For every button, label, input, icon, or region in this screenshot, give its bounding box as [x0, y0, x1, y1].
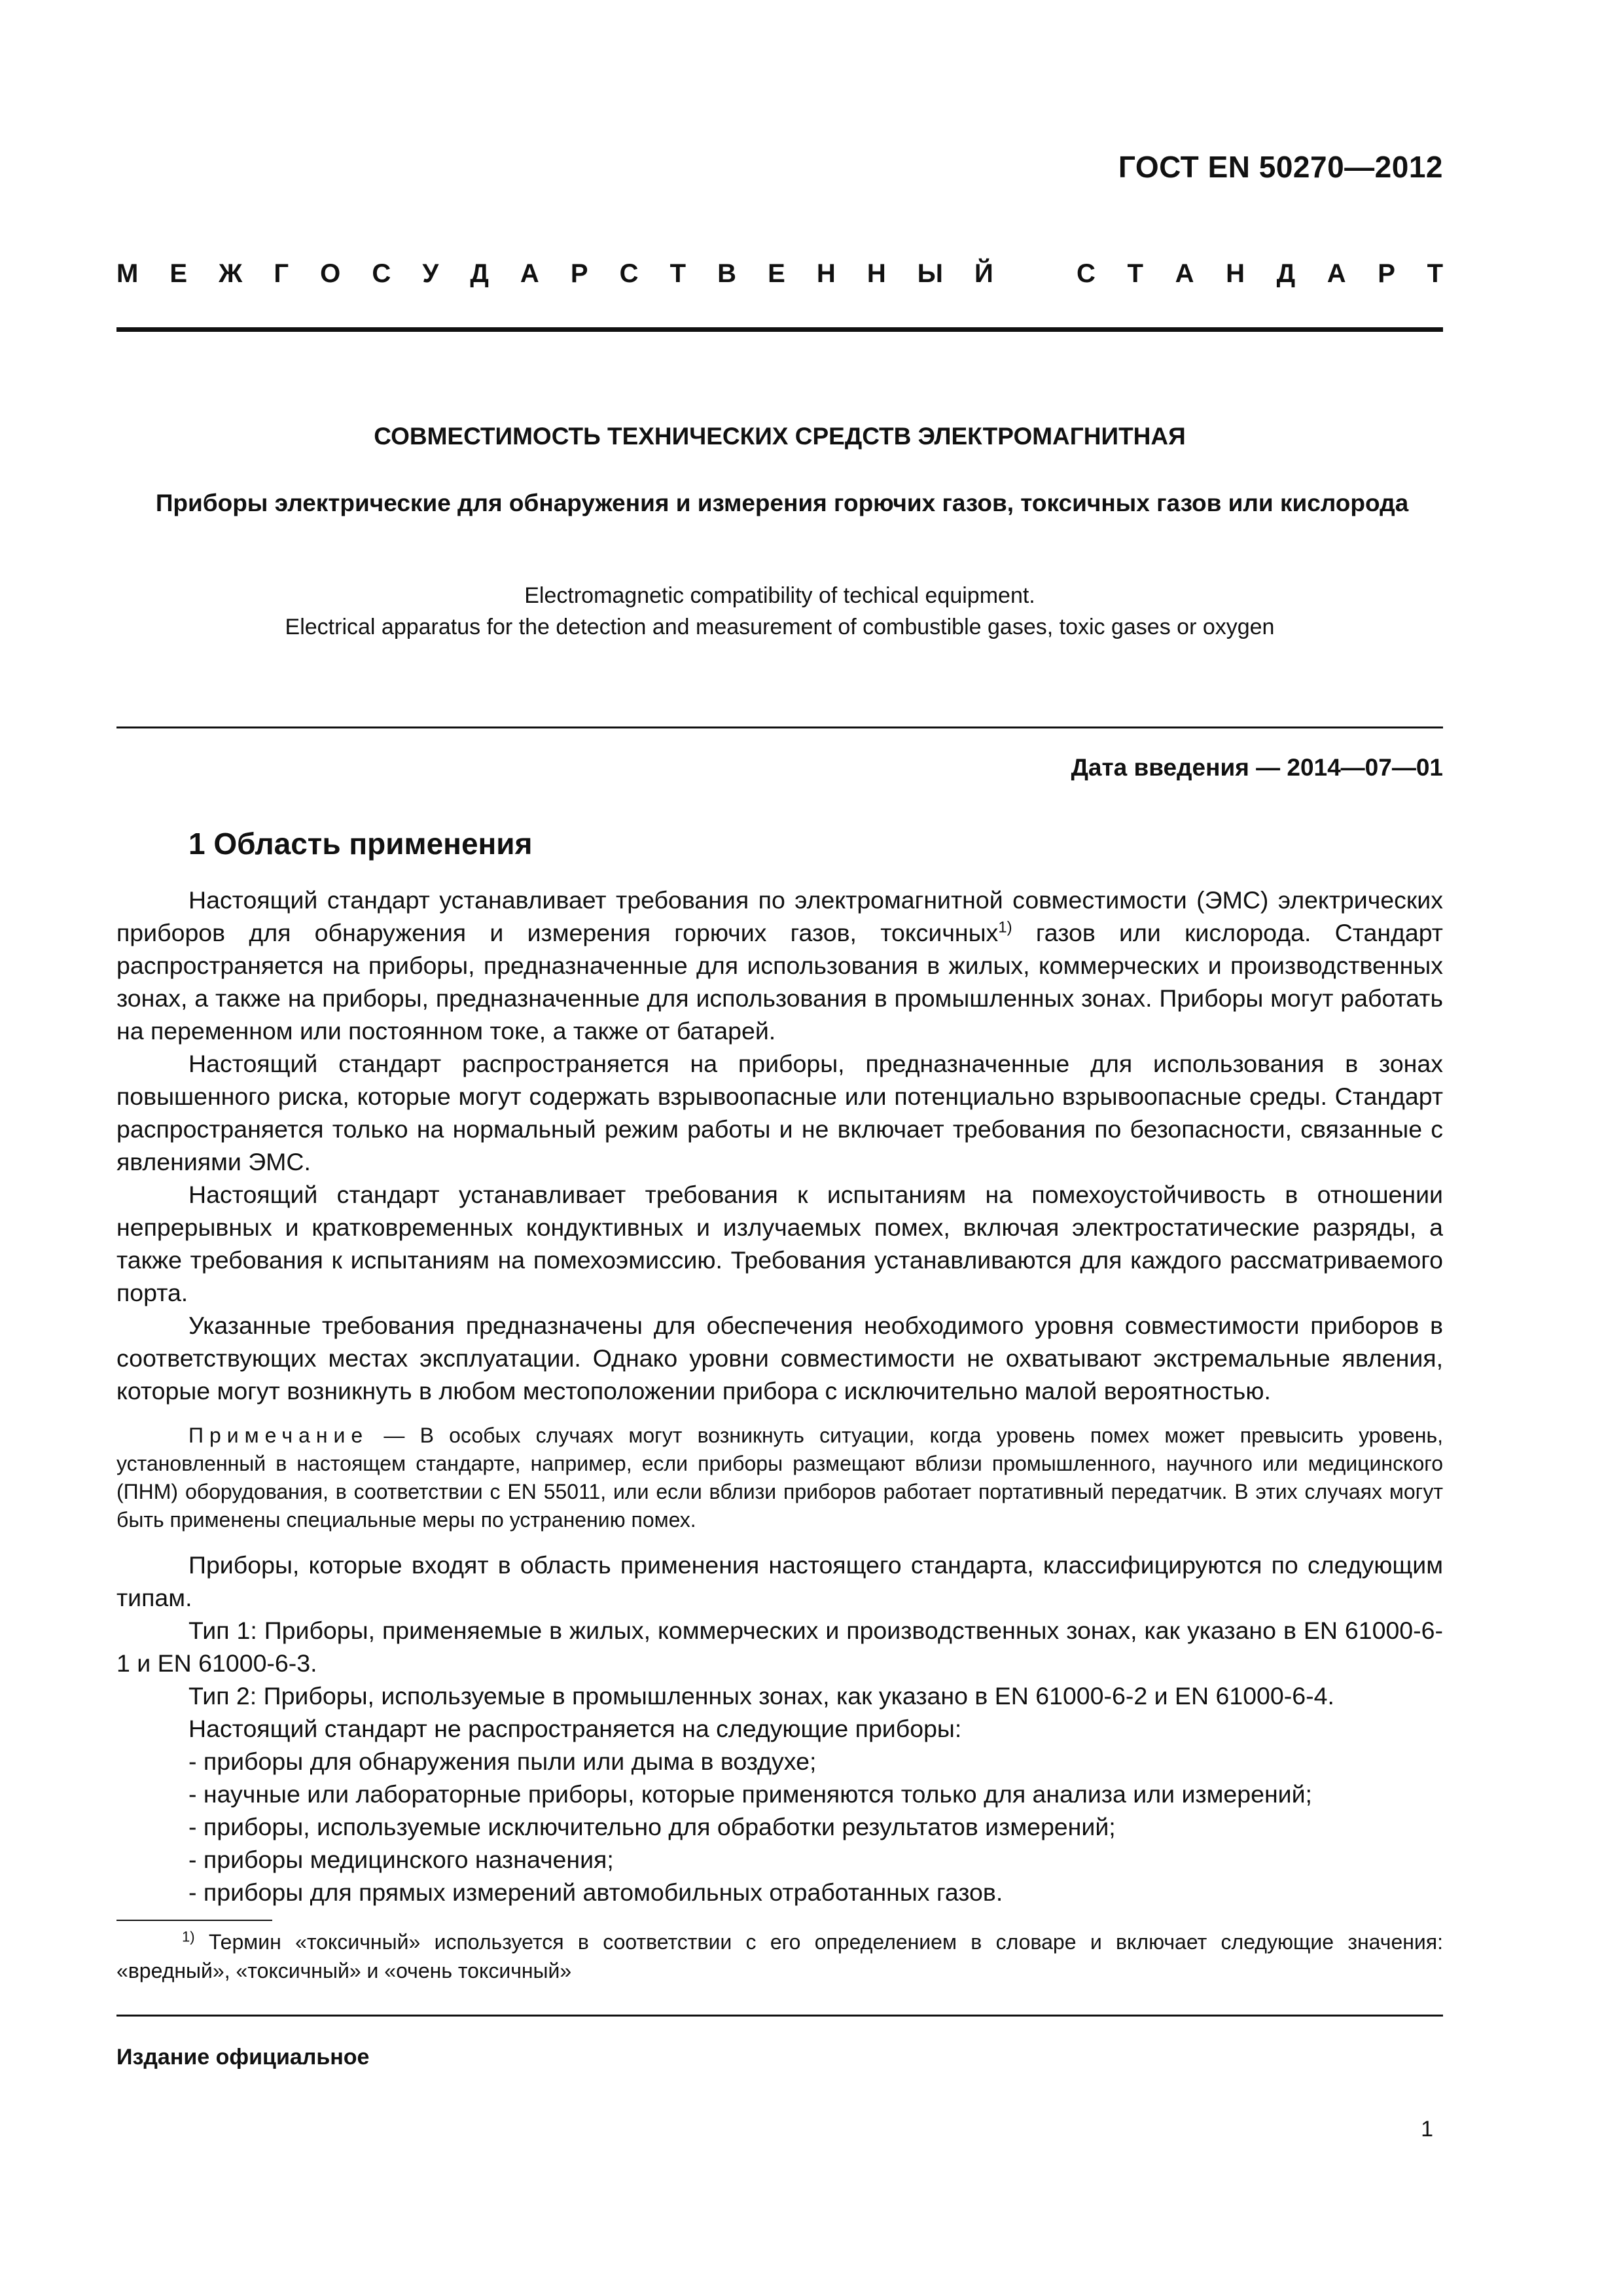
letter: О: [320, 259, 341, 288]
paragraph: Настоящий стандарт не распространяется на следующие приборы:: [188, 1715, 962, 1742]
letter: Г: [274, 259, 289, 288]
footer-divider: [116, 2015, 1443, 2017]
letter: Н: [866, 259, 886, 288]
english-title-line: Electrical apparatus for the detection and measurement of combustible gases, toxic gases or oxygen: [285, 615, 1275, 639]
letter: Д: [470, 259, 489, 288]
document-code: ГОСТ EN 50270—2012: [1118, 150, 1443, 184]
letter: С: [619, 259, 639, 288]
note-text: — В особых случаях могут возникнуть ситуации, когда уровень помех может превысить уровень, установленный в настоящем стандарте, например, если приборы размещают вблизи промышленного, научного или медицинского (ПНМ) оборудования, в соответствии с EN 55011, или если вблизи приборов работает портативный передатчик. В этих случаях могут быть применены специальные меры по устранению помех.: [116, 1424, 1443, 1532]
paragraph: Настоящий стандарт устанавливает требования к испытаниям на помехоустойчивость в отношении непрерывных и кратковременных кондуктивных и излучаемых помех, включая электростатические разряды, а также требования к испытаниям на помехоэмиссию. Требования устанавливаются для каждого рассматриваемого порта.: [116, 1181, 1443, 1306]
introduction-date: Дата введения — 2014—07—01: [1071, 754, 1443, 781]
standard-word: [1077, 259, 1443, 289]
interstate-standard-heading: [116, 259, 1443, 289]
paragraph: Указанные требования предназначены для обеспечения необходимого уровня совместимости приборов в соответствующих местах эксплуатации. Однако уровни совместимости не охватывают экстремальные явления, которые могут возникнуть в любом местоположении прибора с исключительно малой вероятностью.: [116, 1312, 1443, 1405]
list-item: - приборы, используемые исключительно для обработки результатов измерений;: [188, 1813, 1116, 1840]
letter: М: [116, 259, 139, 288]
section-heading: 1 Область применения: [188, 827, 533, 861]
letter: А: [1327, 259, 1346, 288]
paragraph: Настоящий стандарт распространяется на приборы, предназначенные для использования в зонах повышенного риска, которые могут содержать взрывоопасные или потенциально взрывоопасные среды. Стандарт распространяется только на нормальный режим работы и не включает требования по безопасности, связанные с явлениями ЭМС.: [116, 1050, 1443, 1175]
paragraph-text: газов или кислорода. Стандарт распространяется на приборы, предназначенные для использования в жилых, коммерческих и производственных зонах, а также на приборы, предназначенные для использования в промышленных зонах. Приборы могут работать на переменном или постоянном токе, а также от батарей.: [116, 919, 1443, 1045]
letter: Ы: [917, 259, 943, 288]
letter: А: [520, 259, 539, 288]
paragraph-text: Настоящий стандарт устанавливает требования по электромагнитной совместимости (ЭМС) электрических приборов для обнаружения и измерения горючих газов, токсичных: [116, 886, 1443, 946]
letter: Е: [768, 259, 785, 288]
letter: Т: [669, 259, 687, 288]
paragraph: [116, 884, 1443, 1047]
paragraph: Тип 2: Приборы, используемые в промышленных зонах, как указано в EN 61000-6-2 и EN 61000-6-4.: [188, 1682, 1334, 1710]
letter: Н: [1226, 259, 1245, 288]
footnote-text: Термин «токсичный» используется в соответствии с его определением в словаре и включает следующие значения: «вредный», «токсичный» и «очень токсичный»: [116, 1930, 1443, 1982]
letter: С: [372, 259, 391, 288]
interstate-word: [116, 259, 993, 289]
letter: У: [422, 259, 439, 288]
list-item: - приборы для прямых измерений автомобильных отработанных газов.: [188, 1878, 1003, 1906]
letter: Р: [1378, 259, 1395, 288]
standard-subtitle: Приборы электрические для обнаружения и измерения горючих газов, токсичных газов или кислорода: [155, 490, 1409, 516]
list-item: - приборы медицинского назначения;: [188, 1846, 614, 1873]
section-body: [116, 884, 1443, 1909]
english-title-line: Electromagnetic compatibility of techical equipment.: [524, 583, 1035, 608]
letter: Ж: [219, 259, 243, 288]
english-title: [116, 580, 1443, 643]
letter: Т: [1427, 259, 1443, 288]
list-item: - научные или лабораторные приборы, которые применяются только для анализа или измерений;: [188, 1780, 1312, 1808]
exclusions-list: [116, 1745, 1443, 1909]
title-divider: [116, 726, 1443, 728]
list-item: - приборы для обнаружения пыли или дыма в воздухе;: [188, 1748, 817, 1775]
note: [116, 1422, 1443, 1534]
letter: Р: [570, 259, 588, 288]
letter: Е: [169, 259, 188, 288]
footnote-separator: [116, 1920, 272, 1921]
letter: А: [1175, 259, 1194, 288]
paragraph: Приборы, которые входят в область применения настоящего стандарта, классифицируются по следующим типам.: [116, 1551, 1443, 1611]
letter: Н: [816, 259, 836, 288]
header-divider: [116, 327, 1443, 332]
note-label: Примечание: [188, 1424, 369, 1447]
footnote: [116, 1928, 1443, 1985]
official-edition-label: Издание официальное: [116, 2045, 370, 2070]
letter: Д: [1276, 259, 1296, 288]
letter: Й: [974, 259, 993, 288]
page-number: 1: [1421, 2117, 1433, 2142]
standard-title: СОВМЕСТИМОСТЬ ТЕХНИЧЕСКИХ СРЕДСТВ ЭЛЕКТРОМАГНИТНАЯ: [374, 423, 1186, 450]
paragraph: Тип 1: Приборы, применяемые в жилых, коммерческих и производственных зонах, как указано в EN 61000-6-1 и EN 61000-6-3.: [116, 1617, 1443, 1677]
footnote-mark: 1): [182, 1928, 195, 1945]
letter: В: [717, 259, 736, 288]
letter: С: [1077, 259, 1096, 288]
footnote-reference[interactable]: 1): [998, 918, 1012, 937]
letter: Т: [1127, 259, 1143, 288]
